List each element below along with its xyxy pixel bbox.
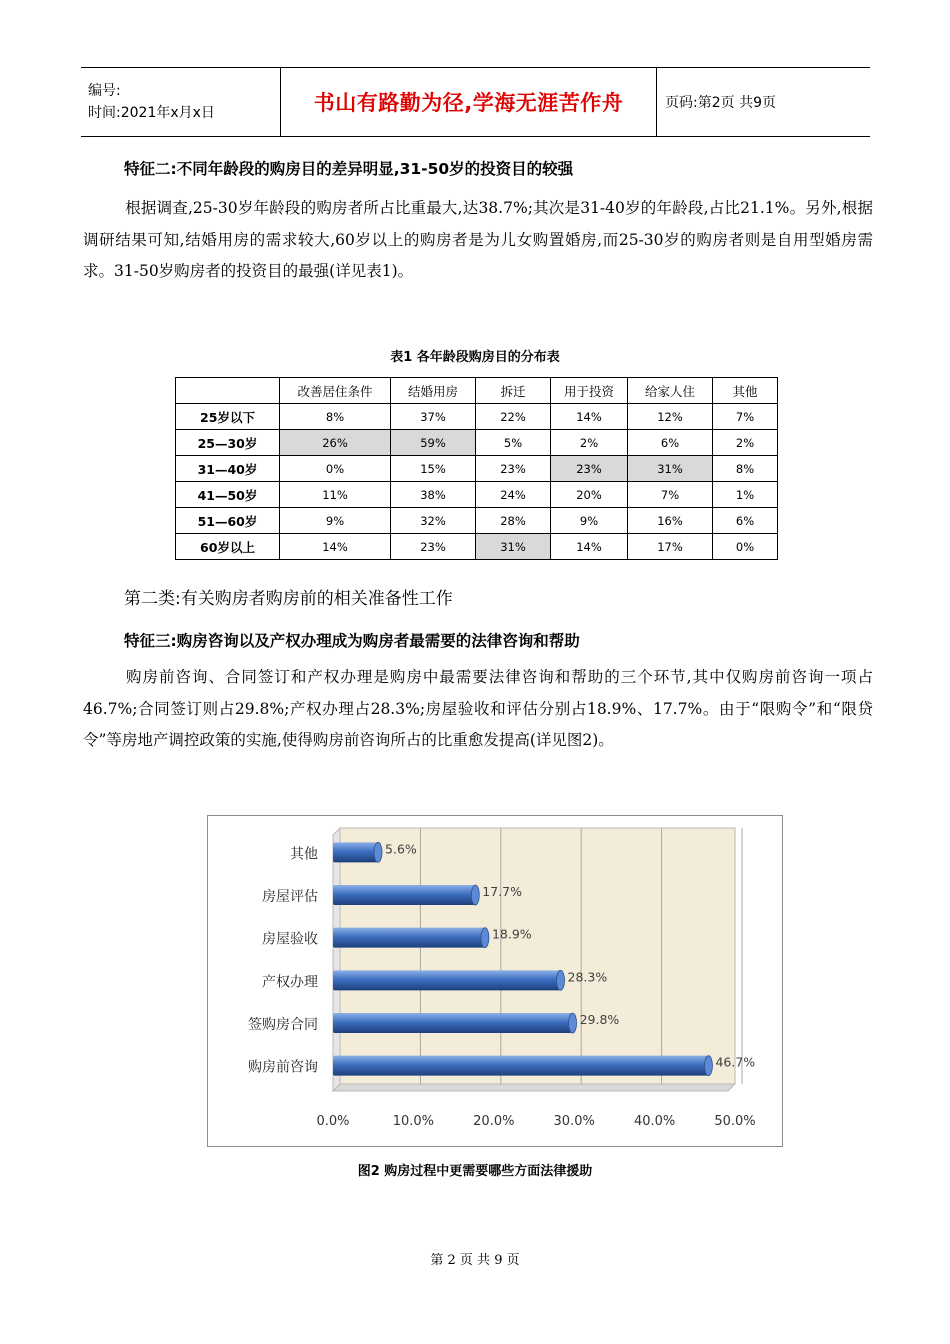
header-middle (281, 68, 657, 136)
plot-area (340, 828, 735, 1084)
table-row (176, 508, 778, 534)
table-cell: 6% (713, 508, 778, 534)
section2-heading: 特征二:不同年龄段的购房目的差异明显,31-50岁的投资目的较强 (124, 160, 574, 178)
table-header-cell: 其他 (713, 378, 778, 404)
y-category-label: 购房前咨询 (248, 1059, 318, 1076)
table-row (176, 534, 778, 560)
table-cell: 14% (551, 404, 628, 430)
bar-cap (704, 1056, 712, 1076)
table-cell: 20% (551, 482, 628, 508)
purpose-distribution-table (175, 377, 778, 560)
table-cell: 23% (551, 456, 628, 482)
data-label: 5.6% (385, 841, 417, 857)
legal-help-chart (207, 815, 783, 1147)
x-tick-label: 50.0% (714, 1114, 756, 1129)
bar (333, 1056, 708, 1076)
section3-paragraph (83, 662, 873, 757)
table-cell: 23% (391, 534, 476, 560)
y-category-label: 房屋验收 (262, 931, 318, 948)
plot-side-wall (333, 828, 340, 1091)
table-cell: 24% (476, 482, 551, 508)
table-header-cell: 结婚用房 (391, 378, 476, 404)
header-page-label: 页码:第2页 共9页 (665, 95, 776, 111)
table-cell: 14% (551, 534, 628, 560)
bar-cap (481, 928, 489, 948)
data-label: 29.8% (579, 1012, 620, 1027)
x-tick-label: 0.0% (316, 1114, 350, 1129)
table1-caption: 表1 各年龄段购房目的分布表 (390, 350, 560, 365)
header-date-label: 时间:2021年x月x日 (88, 105, 215, 121)
table-cell: 16% (628, 508, 713, 534)
y-category-label: 产权办理 (262, 974, 318, 991)
bar-cap (471, 885, 479, 905)
table-row (176, 430, 778, 456)
data-label: 18.9% (491, 926, 532, 942)
table-row (176, 404, 778, 430)
table-cell: 2% (713, 430, 778, 456)
table-cell: 31% (476, 534, 551, 560)
data-label: 17.7% (482, 884, 523, 899)
table-row-label: 31—40岁 (176, 456, 280, 482)
bar (333, 842, 378, 862)
table-cell: 0% (713, 534, 778, 560)
table-cell: 59% (391, 430, 476, 456)
table-cell: 7% (628, 482, 713, 508)
table-cell: 0% (280, 456, 391, 482)
table-row (176, 482, 778, 508)
table-row-label: 25—30岁 (176, 430, 280, 456)
table-cell: 17% (628, 534, 713, 560)
table-body (176, 404, 778, 560)
data-label: 28.3% (567, 969, 608, 985)
bar-cap (557, 970, 565, 990)
table-cell: 5% (476, 430, 551, 456)
table-header-cell: 给家人住 (628, 378, 713, 404)
table-cell: 32% (391, 508, 476, 534)
bar-cap (374, 842, 382, 862)
table-cell: 8% (280, 404, 391, 430)
table-cell: 22% (476, 404, 551, 430)
bar (333, 928, 485, 948)
chart-svg (208, 816, 784, 1148)
table-cell: 7% (713, 404, 778, 430)
x-tick-label: 30.0% (553, 1114, 595, 1129)
bar (333, 970, 561, 990)
table-row (176, 456, 778, 482)
table-header-cell: 改善居住条件 (280, 378, 391, 404)
section2-paragraph (83, 193, 873, 288)
header-left (81, 68, 281, 136)
category2-heading: 第二类:有关购房者购房前的相关准备性工作 (124, 589, 453, 609)
y-category-label: 房屋评估 (262, 889, 318, 905)
table-row-label: 41—50岁 (176, 482, 280, 508)
table-cell: 26% (280, 430, 391, 456)
header-motto: 书山有路勤为径,学海无涯苦作舟 (313, 91, 624, 115)
table-header-cell: 用于投资 (551, 378, 628, 404)
y-category-label: 签购房合同 (248, 1017, 318, 1033)
table-cell: 8% (713, 456, 778, 482)
section2-paragraph-text: 根据调查,25-30岁年龄段的购房者所占比重最大,达38.7%;其次是31-40岁的年龄段,占比21.1%。另外,根据调研结果可知,结婚用房的需求较大,60岁以上的购房者是为儿女购置婚房,而25-30岁的购房者则是自用型婚房需求。31-50岁购房者的投资目的最强(详见表1)。 (83, 199, 873, 280)
table-cell: 9% (551, 508, 628, 534)
table-header-row (176, 378, 778, 404)
table-cell: 37% (391, 404, 476, 430)
page-footer: 第 2 页 共 9 页 (430, 1253, 520, 1268)
data-label: 46.7% (715, 1054, 756, 1070)
header-right (657, 68, 870, 136)
section3-paragraph-text: 购房前咨询、合同签订和产权办理是购房中最需要法律咨询和帮助的三个环节,其中仅购房前咨询一项占46.7%;合同签订则占29.8%;产权办理占28.3%;房屋验收和评估分别占18.9%、17.7%。由于“限购令”和“限贷令”等房地产调控政策的实施,使得购房前咨询所占的比重愈发提高(详见图2)。 (83, 668, 873, 749)
page-header (81, 67, 870, 137)
x-tick-label: 40.0% (633, 1114, 676, 1129)
table-cell: 38% (391, 482, 476, 508)
x-tick-label: 10.0% (392, 1114, 435, 1129)
table-header-cell: 拆迁 (476, 378, 551, 404)
table-cell: 11% (280, 482, 391, 508)
table-cell: 23% (476, 456, 551, 482)
chart-caption: 图2 购房过程中更需要哪些方面法律援助 (357, 1164, 593, 1179)
table-cell: 9% (280, 508, 391, 534)
table-cell: 6% (628, 430, 713, 456)
table-cell: 2% (551, 430, 628, 456)
x-tick-label: 20.0% (473, 1114, 515, 1129)
table-row-label: 60岁以上 (176, 534, 280, 560)
table-cell: 1% (713, 482, 778, 508)
plot-floor (333, 1084, 735, 1091)
table-header-cell (176, 378, 280, 404)
table-cell: 14% (280, 534, 391, 560)
table-cell: 12% (628, 404, 713, 430)
bar-cap (569, 1013, 577, 1033)
section3-heading: 特征三:购房咨询以及产权办理成为购房者最需要的法律咨询和帮助 (124, 632, 580, 650)
table-row-label: 25岁以下 (176, 404, 280, 430)
y-category-label: 其他 (290, 846, 318, 863)
table-cell: 31% (628, 456, 713, 482)
table-cell: 15% (391, 456, 476, 482)
table-row-label: 51—60岁 (176, 508, 280, 534)
header-number-label: 编号: (88, 83, 121, 99)
table-cell: 28% (476, 508, 551, 534)
bar (333, 885, 475, 905)
bar (333, 1013, 573, 1033)
